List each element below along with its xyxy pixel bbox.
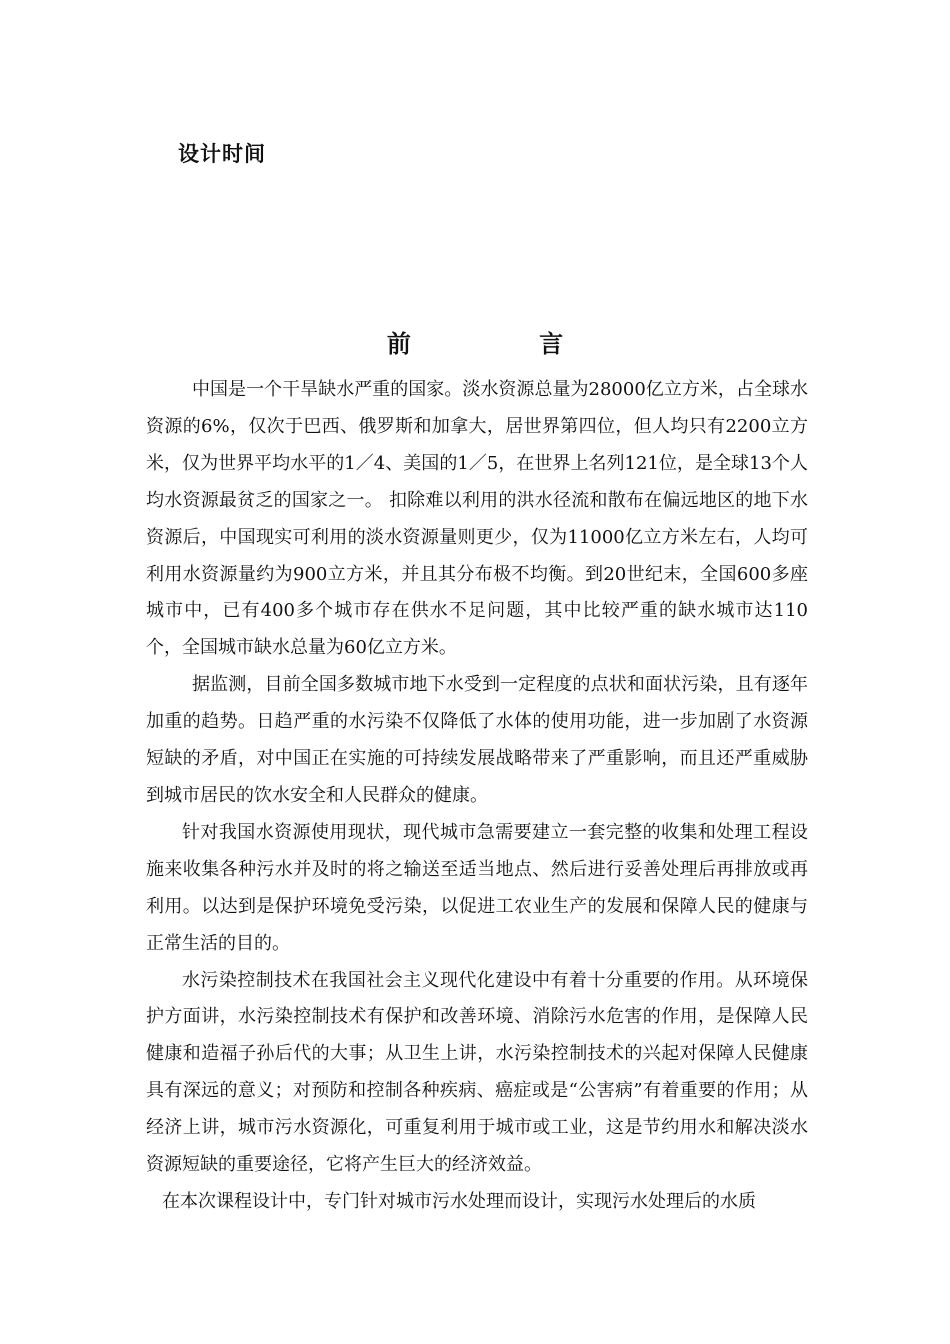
- paragraph-course-design: 在本次课程设计中，专门针对城市污水处理而设计，实现污水处理后的水质: [162, 1190, 756, 1212]
- paragraph-treatment-need: 针对我国水资源使用现状，现代城市急需要建立一套完整的收集和处理工程设施来收集各种污水并及时的将之输送至适当地点、然后进行妥善处理后再排放或再利用。以达到是保护环境免受污染，以促进工农业生产的发展和保障人民的健康与正常生活的目的。: [146, 821, 808, 954]
- paragraph-pollution-control: 水污染控制技术在我国社会主义现代化建设中有着十分重要的作用。从环境保护方面讲，水污染控制技术有保护和改善环境、消除污水危害的作用，是保障人民健康和造福子孙后代的大事；从卫生上讲，水污染控制技术的兴起对保障人民健康具有深远的意义；对预防和控制各种疾病、癌症或是“公害病”有着重要的作用；从经济上讲，城市污水资源化，可重复利用于城市或工业，这是节约用水和解决淡水资源短缺的重要途径，它将产生巨大的经济效益。: [146, 969, 808, 1176]
- paragraph-groundwater-pollution: 据监测，目前全国多数城市地下水受到一定程度的点状和面状污染，且有逐年加重的趋势。日趋严重的水污染不仅降低了水体的使用功能，进一步加剧了水资源短缺的矛盾，对中国正在实施的可持续发展战略带来了严重影响，而且还严重威胁到城市居民的饮水安全和人民群众的健康。: [146, 674, 808, 806]
- design-time-label: 设计时间: [178, 142, 266, 166]
- preface-heading: 前 言: [386, 330, 624, 358]
- preface-body: [146, 372, 808, 1221]
- paragraph-water-scarcity: 中国是一个干旱缺水严重的国家。淡水资源总量为28000亿立方米，占全球水资源的6%，仅次于巴西、俄罗斯和加拿大，居世界第四位，但人均只有2200立方米，仅为世界平均水平的1／4、美国的1／5，在世界上名列121位，是全球13个人均水资源最贫乏的国家之一。 扣除难以利用的洪水径流和散布在偏远地区的地下水资源后，中国现实可利用的淡水资源量则更少，仅为11000亿立方米左右，人均可利用水资源量约为900立方米，并且其分布极不均衡。到20世纪末，全国600多座城市中，已有400多个城市存在供水不足问题，其中比较严重的缺水城市达110个，全国城市缺水总量为60亿立方米。: [146, 379, 808, 659]
